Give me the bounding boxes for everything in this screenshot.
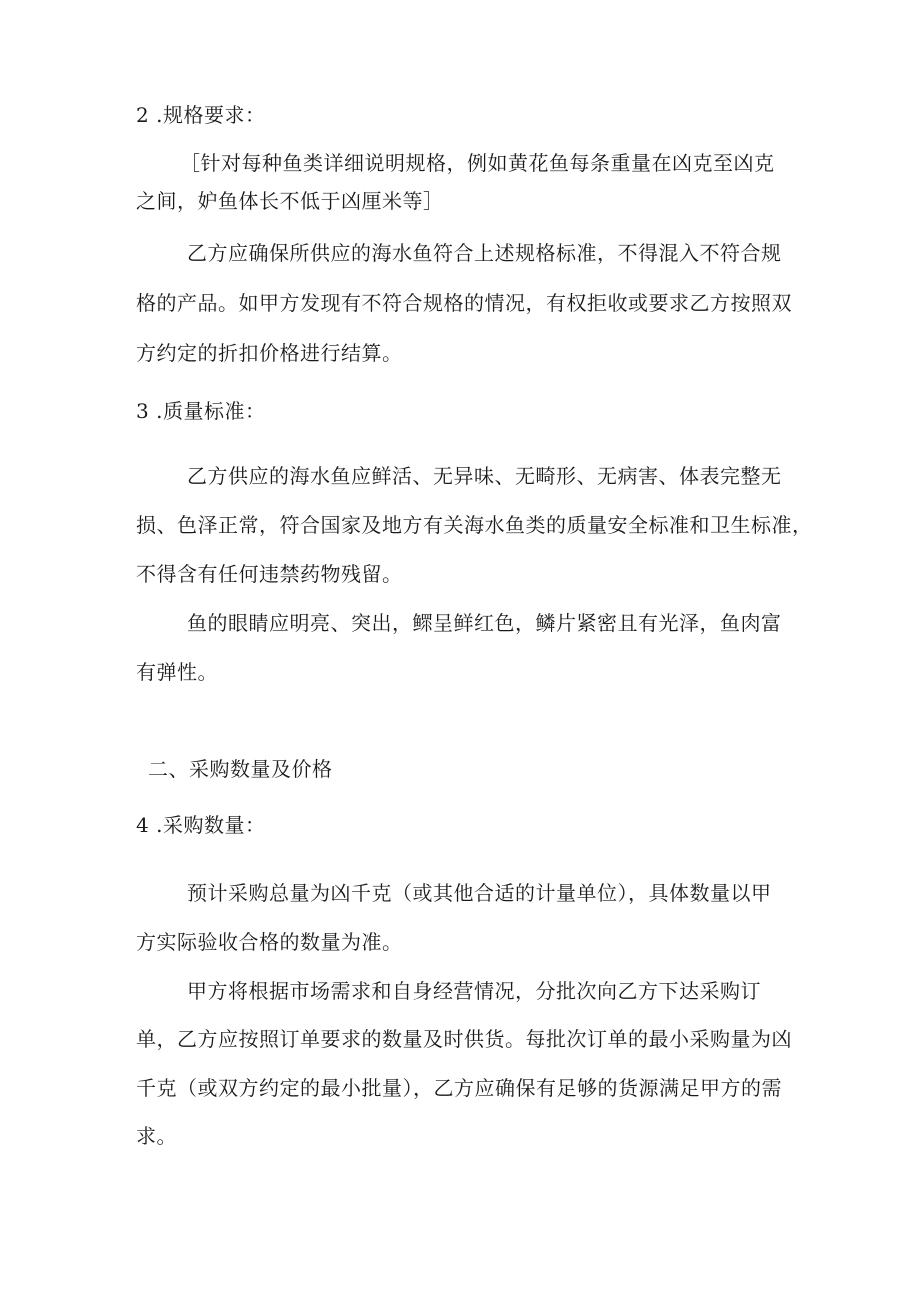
section-title-purchase-quantity-price: 二、采购数量及价格 [148, 757, 333, 781]
quantity-paragraph-2-line-4: 求。 [136, 1124, 177, 1148]
quality-paragraph-2-line-2: 有弹性。 [136, 660, 218, 684]
quantity-paragraph-1-line-1: 预计采购总量为凶千克（或其他合适的计量单位），具体数量以甲 [187, 881, 772, 905]
quality-paragraph-2-line-1: 鱼的眼睛应明亮、突出，鳏呈鲜红色，鳞片紧密且有光泽，鱼肉富 [187, 611, 782, 635]
spec-paragraph-line-3: 方约定的折扣价格进行结算。 [136, 341, 403, 365]
quantity-paragraph-1-line-2: 方实际验收合格的数量为准。 [136, 930, 403, 954]
quantity-paragraph-2-line-1: 甲方将根据市场需求和自身经营情况，分批次向乙方下达采购订 [187, 979, 761, 1003]
heading-specification: 2 .规格要求： [136, 103, 266, 127]
spec-paragraph-line-2: 格的产品。如甲方发现有不符合规格的情况，有权拒收或要求乙方按照双 [136, 291, 792, 315]
spec-paragraph-line-1: 乙方应确保所供应的海水鱼符合上述规格标准，不得混入不符合规 [187, 241, 782, 265]
spec-note-line-1: ［针对每种鱼类详细说明规格，例如黄花鱼每条重量在凶克至凶克 [180, 151, 775, 175]
spec-note-line-2: 之间，妒鱼体长不低于凶厘米等］ [136, 189, 444, 213]
quality-paragraph-1-line-3: 不得含有任何违禁药物残留。 [136, 562, 403, 586]
quality-paragraph-1-line-2: 损、色泽正常，符合国家及地方有关海水鱼类的质量安全标准和卫生标准， [136, 513, 813, 537]
heading-quality: 3 .质量标准： [136, 399, 266, 423]
quantity-paragraph-2-line-2: 单，乙方应按照订单要求的数量及时供货。每批次订单的最小采购量为凶 [136, 1027, 792, 1051]
heading-purchase-quantity: 4 .采购数量： [136, 813, 266, 837]
quality-paragraph-1-line-1: 乙方供应的海水鱼应鲜活、无异味、无畸形、无病害、体表完整无 [187, 464, 782, 488]
quantity-paragraph-2-line-3: 千克（或双方约定的最小批量），乙方应确保有足够的货源满足甲方的需 [136, 1076, 782, 1100]
